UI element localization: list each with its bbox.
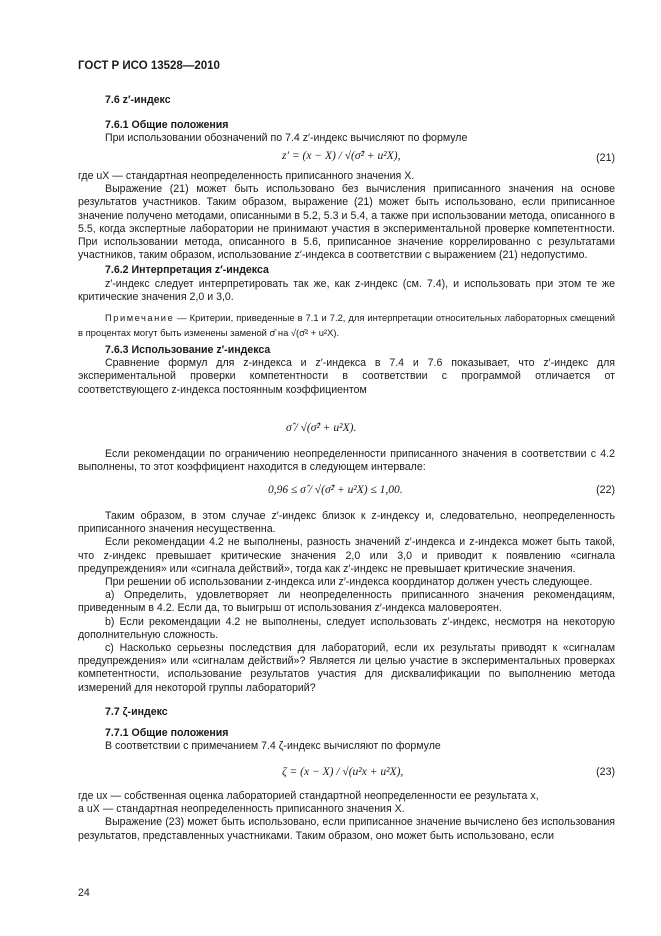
paragraph: z′-индекс следует интерпретировать так же, как z-индекс (см. 7.4), и использовать при этом те же критические значения 2,0 и 3,0.: [78, 277, 615, 303]
formula-21: z′ = (x − X) / √(σ̂² + u²X),: [282, 150, 401, 162]
where-clause-23b: а uX — стандартная неопределенность приписанного значения X.: [78, 803, 405, 816]
subsection-title-7-6-2: 7.6.2 Интерпретация z′-индекса: [105, 264, 269, 277]
formula-coefficient: σ̂ / √(σ̂² + u²X).: [286, 422, 357, 434]
formula-22: 0,96 ≤ σ̂ / √(σ̂² + u²X) ≤ 1,00.: [268, 484, 403, 496]
note: [78, 310, 615, 340]
section-7-6-3-cont: [78, 448, 615, 474]
section-7-7: [78, 706, 615, 754]
paragraph: Сравнение формул для z-индекса и z′-индекса в 7.4 и 7.6 показывает, что z′-индекс для экспериментальной проверки компетентности в соответствии с программой отличается от соответствующего z-индекса постоянным коэффициентом: [78, 357, 615, 396]
paragraph: Таким образом, в этом случае z′-индекс близок к z-индексу и, следовательно, неопределенность приписанного значения несущественна.: [78, 510, 615, 536]
formula-number-22: (22): [596, 484, 615, 496]
page-number: 24: [78, 887, 90, 899]
paragraph: Выражение (23) может быть использовано, если приписанное значение вычислено без использования результатов, представленных участниками. Таким образом, оно может быть использовано, если: [78, 816, 615, 842]
paragraph: Если рекомендации по ограничению неопределенности приписанного значения в соответствии с 4.2 выполнены, то этот коэффициент находится в следующем интервале:: [78, 448, 615, 474]
section-7-7-body: [78, 790, 615, 843]
section-7-6-3-rest: [78, 510, 615, 695]
note-text: — Критерии, приведенные в 7.1 и 7.2, для интерпретации относительных лабораторных смещений в процентах могут быть изменены заменой σ̂ на √(σ̂² + u²X).: [78, 312, 615, 339]
note-label: Примечание: [105, 312, 175, 324]
subsection-title-7-6-3: 7.6.3 Использование z′-индекса: [105, 344, 271, 357]
document-header: ГОСТ Р ИСО 13528—2010: [78, 60, 220, 72]
section-7-6-body: [78, 170, 615, 397]
where-clause-21: где uX — стандартная неопределенность приписанного значения X.: [78, 170, 415, 182]
paragraph: Если рекомендации 4.2 не выполнены, разность значений z′-индекса и z-индекса может быть такой, что z-индекс превышает критические значения 2,0 или 3,0 и приводит к появлению «сигнала предупреждения» или «сигнала действий», тогда как z′-индекс не превышает критические значения.: [78, 536, 615, 575]
formula-number-21: (21): [596, 152, 615, 164]
paragraph-intro-7-6-1: При использовании обозначений по 7.4 z′-индекс вычисляют по формуле: [105, 132, 468, 145]
section-title-7-7: 7.7 ζ-индекс: [105, 706, 168, 718]
section-7-6: [78, 94, 615, 146]
list-item-a: a) Определить, удовлетворяет ли неопределенность приписанного значения рекомендациям, приведенным в 4.2. Если да, то выигрыш от использования z′-индекса маловероятен.: [78, 589, 615, 615]
section-title-7-6: 7.6 z′-индекс: [105, 94, 171, 106]
formula-23: ζ = (x − X) / √(u²x + u²X),: [282, 766, 404, 778]
paragraph-intro-7-7-1: В соответствии с примечанием 7.4 ζ-индекс вычисляют по формуле: [105, 740, 441, 753]
formula-number-23: (23): [596, 766, 615, 778]
paragraph: При решении об использовании z-индекса или z′-индекса координатор должен учесть следующее.: [105, 576, 593, 589]
subsection-title-7-7-1: 7.7.1 Общие положения: [105, 727, 229, 740]
subsection-title-7-6-1: 7.6.1 Общие положения: [105, 119, 229, 132]
where-clause-23a: где ux — собственная оценка лабораторией стандартной неопределенности ее результата x,: [78, 790, 539, 802]
list-item-c: c) Насколько серьезны последствия для лабораторий, если их результаты приводят к «сигналам предупреждения» или «сигналам действий»? Является ли целью участие в экспериментальных проверках компетентности, использование результатов участия для дисквалификации по выполнению метода измерений для некоторой группы лабораторий?: [78, 642, 615, 694]
paragraph: Выражение (21) может быть использовано без вычисления приписанного значения на основе результатов участников. Таким образом, выражение (21) может быть использовано, если приписанное значение получено методами, описанными в 5.2, 5.3 и 5.4, а также при использовании метода, описанного в 5.5, когда экспертные лаборатории не принимают участия в экспериментальной проверке компетентности. При использовании метода, описанного в 5.6, приписанное значение коррелированно с результатами участников, таким образом, использование z′-индекса в соответствии с выражением (21) недопустимо.: [78, 183, 615, 262]
list-item-b: b) Если рекомендации 4.2 не выполнены, следует использовать z′-индекс, несмотря на некоторую дополнительную сложность.: [78, 615, 615, 641]
